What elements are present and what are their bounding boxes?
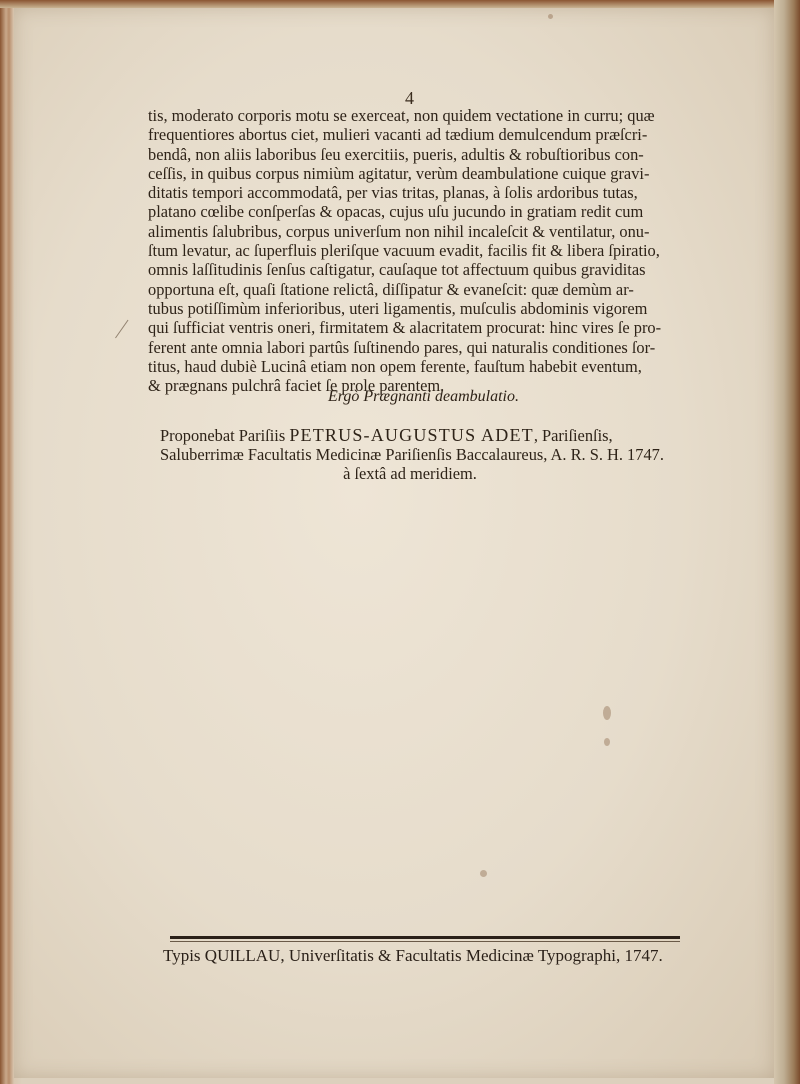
defense-statement — [160, 426, 680, 483]
text-line: bendâ, non aliis laboribus ſeu exercitiis, pueris, adultis & robuſtioribus con- — [148, 144, 644, 164]
conclusion-line: Ergò Prægnanti deambulatio. — [328, 388, 519, 405]
text-line: ferent ante omnia labori partûs ſuſtinendo pares, qui naturalis conditiones ſor- — [148, 337, 656, 357]
body-paragraph — [148, 106, 680, 395]
text-line: titus, haud dubiè Lucinâ etiam non opem ferente, fauſtum habebit eventum, — [148, 356, 642, 376]
text-line: frequentiores abortus ciet, mulieri vacanti ad tædium demulcendum præſcri- — [148, 125, 648, 145]
top-binding-edge — [0, 0, 800, 8]
defense-line-2: Saluberrimæ Facultatis Medicinæ Pariſienſis Baccalaureus, A. R. S. H. 1747. — [160, 445, 664, 464]
paper-stain — [603, 706, 611, 720]
defense-line-1 — [160, 426, 680, 445]
page-number: 4 — [405, 88, 414, 108]
text-line: & prægnans pulchrâ faciet ſe prole parentem. — [148, 376, 445, 396]
text-line: alimentis ſalubribus, corpus univerſum non nihil incaleſcit & ventilatur, onu- — [148, 221, 650, 241]
defense-line-3: à ſextâ ad meridiem. — [343, 464, 477, 483]
paper-stain — [548, 14, 553, 19]
defense-suffix: , Pariſienſis, — [533, 426, 613, 445]
paper-stain — [604, 738, 610, 746]
candidate-name: PETRUS-AUGUSTUS ADET — [289, 425, 534, 445]
text-line: omnis laſſitudinis ſenſus caſtigatur, cauſaque tot affectuum quibus graviditas — [148, 260, 646, 280]
text-line: platano cœlibe conſperſas & opacas, cujus uſu jucundo in gratiam redit cum — [148, 202, 644, 222]
text-line: tubus potiſſimùm inferioribus, uteri ligamentis, muſculis abdominis vigorem — [148, 298, 648, 318]
imprint-rule-thin — [170, 941, 680, 942]
printer-imprint: Typis QUILLAU, Univerſitatis & Facultatis Medicinæ Typographi, 1747. — [163, 946, 663, 965]
imprint-rule — [170, 936, 680, 939]
text-line: ſtum levatur, ac ſuperfluis pleriſque vacuum evadit, facilis fit & libera ſpiratio, — [148, 241, 660, 261]
text-line: ceſſis, in quibus corpus nimiùm agitatur, verùm deambulatione cuique gravi- — [148, 163, 650, 183]
text-line: opportuna eſt, quaſi ſtatione relictâ, diſſipatur & evaneſcit: quæ demùm ar- — [148, 279, 634, 299]
paper-stain — [480, 870, 487, 877]
defense-prefix: Proponebat Pariſiis — [160, 426, 286, 445]
right-page-edge — [774, 0, 800, 1084]
text-line: qui ſufficiat ventris oneri, firmitatem & alacritatem procurat: hinc vires ſe pro- — [148, 318, 662, 338]
text-line: tis, moderato corporis motu se exerceat, non quidem vectatione in curru; quæ — [148, 106, 655, 125]
text-line: ditatis tempori accommodatâ, per vias tritas, planas, à ſolis ardoribus tutas, — [148, 183, 638, 203]
